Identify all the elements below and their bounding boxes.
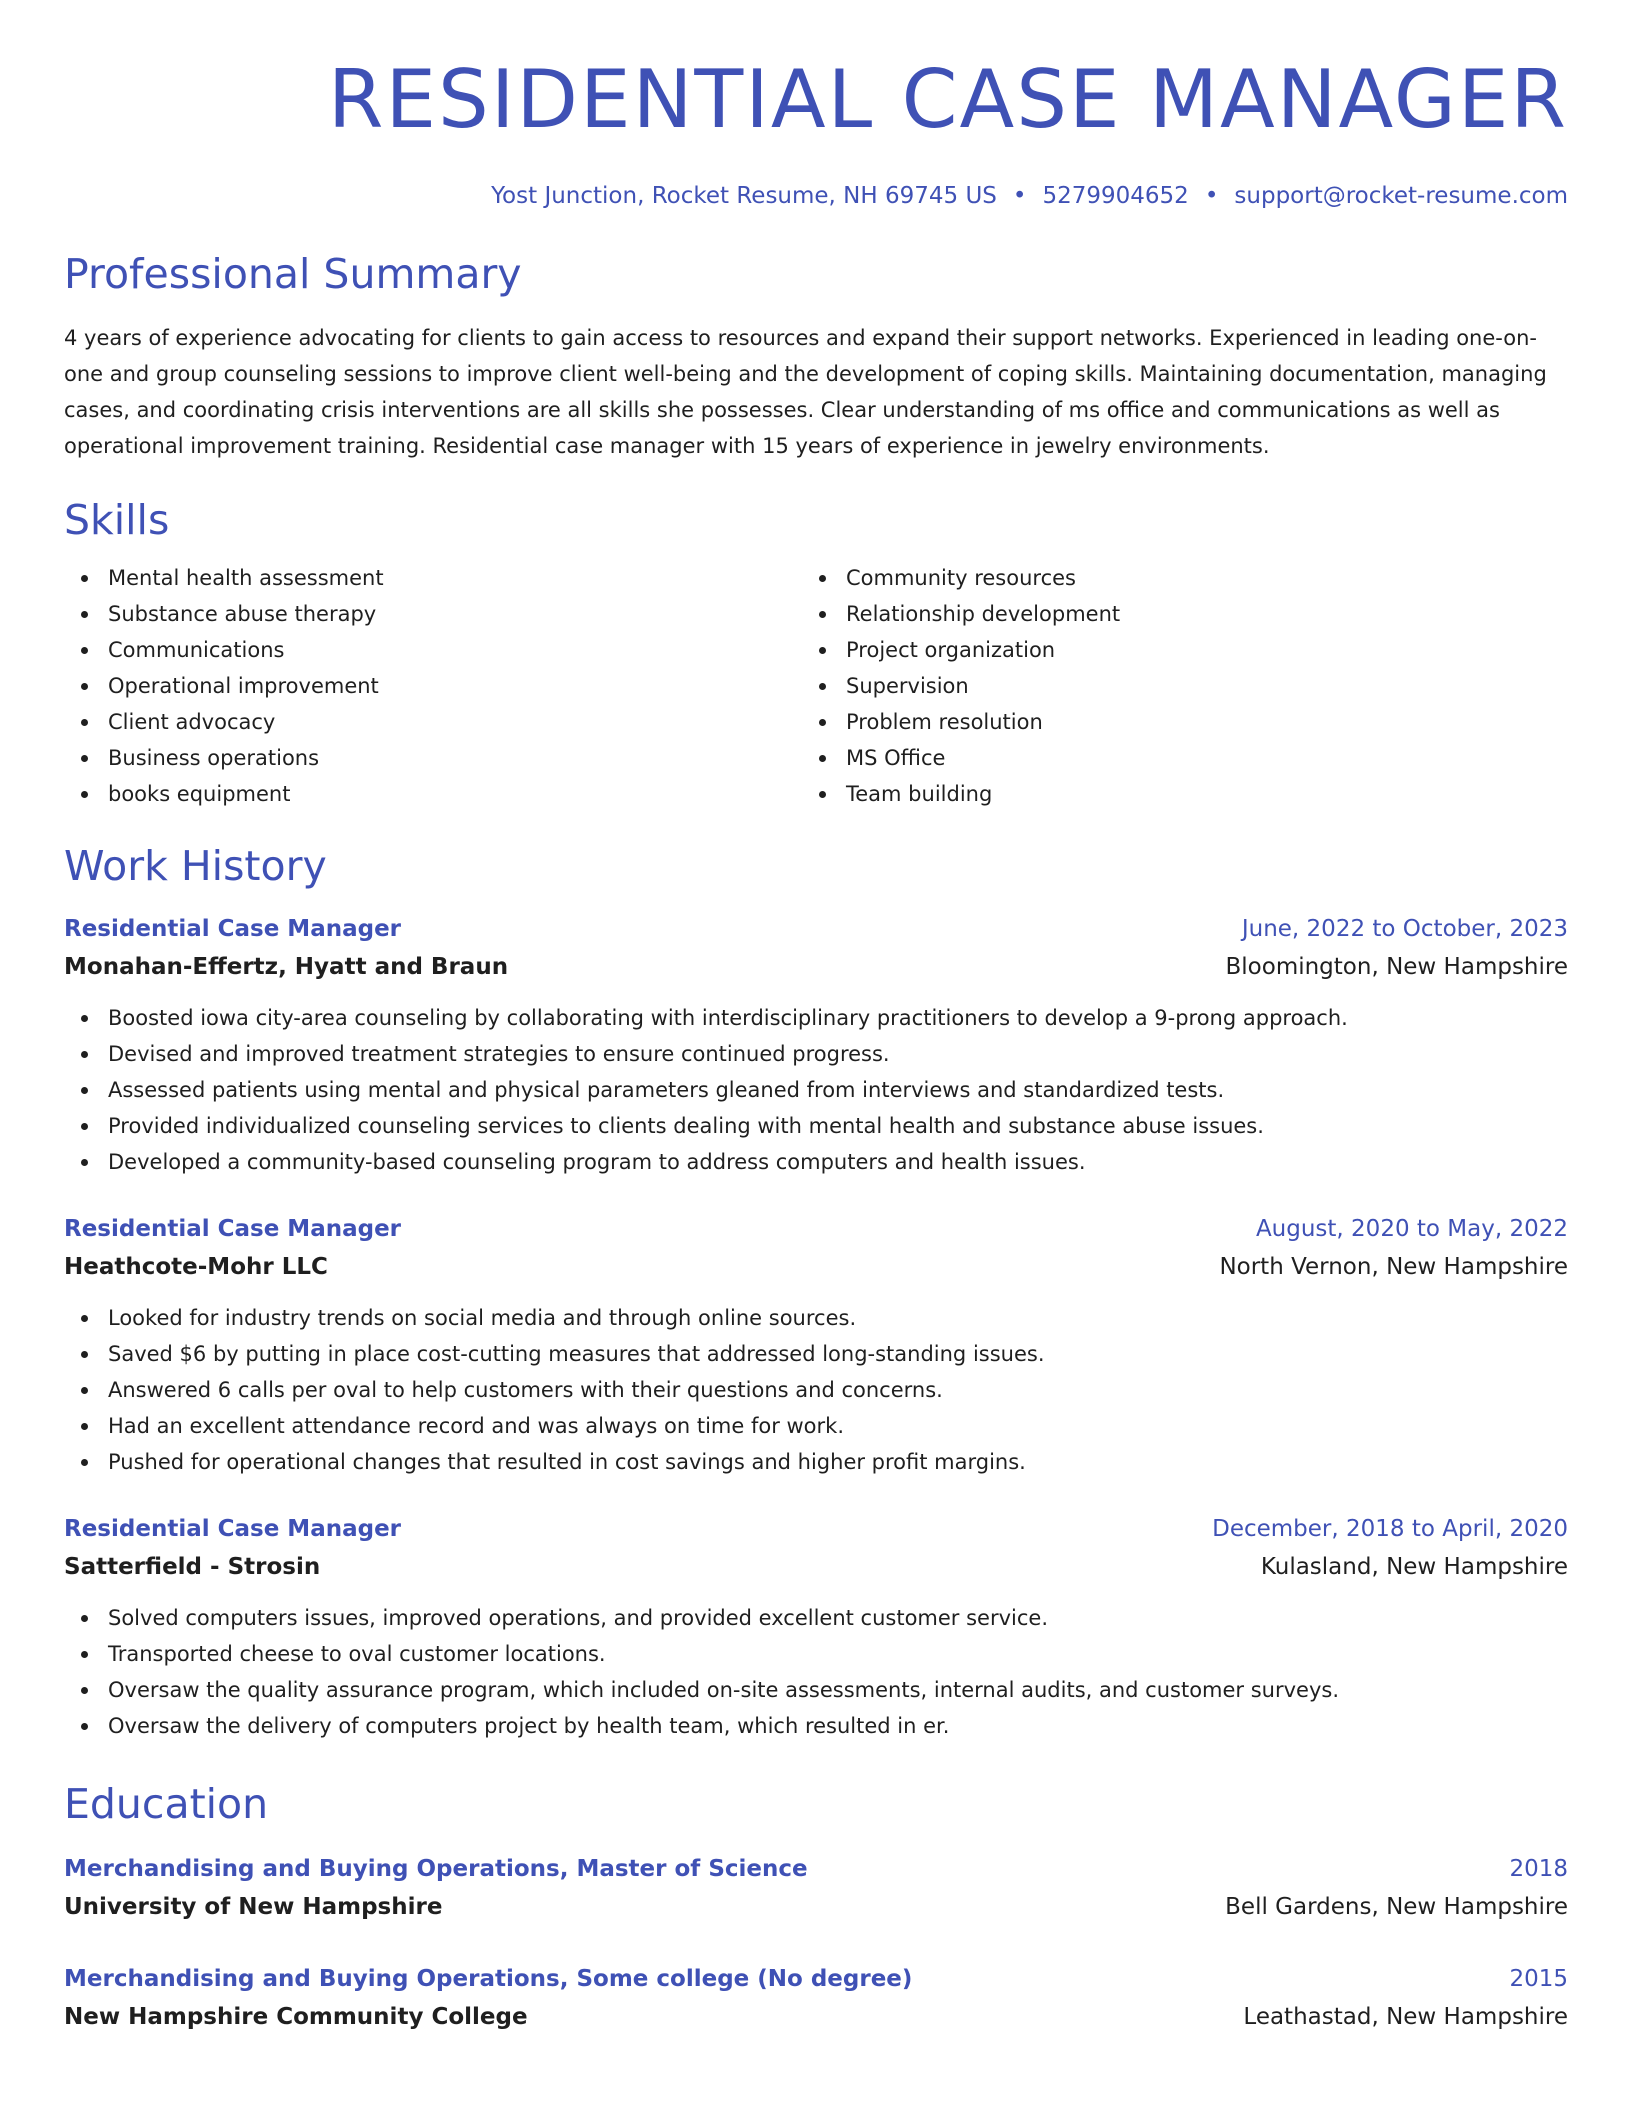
job-header-row — [64, 1210, 1568, 1248]
job-company-row — [64, 948, 1568, 986]
skill-item: Supervision — [846, 668, 1540, 704]
job-title: Residential Case Manager — [64, 916, 402, 942]
job-location: Bloomington, New Hampshire — [1225, 954, 1568, 980]
education-school: University of New Hampshire — [64, 1894, 443, 1920]
skill-item: Operational improvement — [108, 668, 802, 704]
skill-item: Relationship development — [846, 596, 1540, 632]
education-heading: Education — [64, 1780, 269, 1828]
skill-item: Business operations — [108, 740, 802, 776]
job-bullet: Saved $6 by putting in place cost-cutting measures that addressed long-standing issues. — [108, 1336, 1568, 1372]
job-company: Monahan-Effertz, Hyatt and Braun — [64, 954, 509, 980]
job-bullet: Had an excellent attendance record and was always on time for work. — [108, 1408, 1568, 1444]
resume-header — [64, 0, 1568, 212]
work-history-heading: Work History — [64, 842, 327, 890]
job-bullets — [64, 1000, 1568, 1180]
job-bullets — [64, 1600, 1568, 1744]
education-degree: Merchandising and Buying Operations, Master of Science — [64, 1856, 808, 1882]
education-year: 2015 — [1509, 1966, 1568, 1992]
job-company: Heathcote-Mohr LLC — [64, 1254, 328, 1280]
skill-item: MS Office — [846, 740, 1540, 776]
skill-item: books equipment — [108, 776, 802, 812]
skills-column-left — [64, 560, 802, 812]
skills-column-right — [802, 560, 1540, 812]
job-bullet: Devised and improved treatment strategies to ensure continued progress. — [108, 1036, 1568, 1072]
job-company-row — [64, 1248, 1568, 1286]
skill-item: Project organization — [846, 632, 1540, 668]
education-location: Leathastad, New Hampshire — [1243, 2004, 1568, 2030]
contact-separator: • — [1012, 183, 1027, 209]
job-title: Residential Case Manager — [64, 1516, 402, 1542]
skills-grid — [64, 560, 1568, 812]
job-bullet: Boosted iowa city-area counseling by collaborating with interdisciplinary practitioners to develop a 9-prong approach. — [108, 1000, 1568, 1036]
job-header-row — [64, 1510, 1568, 1548]
job-entry — [64, 1510, 1568, 1744]
skill-item: Client advocacy — [108, 704, 802, 740]
job-location: North Vernon, New Hampshire — [1219, 1254, 1568, 1280]
education-entry — [64, 1960, 1568, 2036]
skill-item: Substance abuse therapy — [108, 596, 802, 632]
summary-heading: Professional Summary — [64, 250, 522, 298]
job-bullet: Developed a community-based counseling program to address computers and health issues. — [108, 1144, 1568, 1180]
job-bullet: Transported cheese to oval customer locations. — [108, 1636, 1568, 1672]
skill-item: Communications — [108, 632, 802, 668]
education-school: New Hampshire Community College — [64, 2004, 528, 2030]
summary-text: 4 years of experience advocating for clients to gain access to resources and expand their support networks. Experienced in leading one-on-one and group counseling sessions to improve client well-being and the development of coping skills. Maintaining documentation, managing cases, and coordinating crisis interventions are all skills she possesses. Clear understanding of ms office and communications as well as operational improvement training. Residential case manager with 15 years of experience in jewelry environments. — [64, 326, 1547, 458]
job-company: Satterfield - Strosin — [64, 1554, 321, 1580]
education-header-row — [64, 1850, 1568, 1888]
job-title: Residential Case Manager — [64, 1216, 402, 1242]
job-company-row — [64, 1548, 1568, 1586]
job-bullet: Provided individualized counseling services to clients dealing with mental health and substance abuse issues. — [108, 1108, 1568, 1144]
skill-item: Mental health assessment — [108, 560, 802, 596]
education-school-row — [64, 1998, 1568, 2036]
education-degree: Merchandising and Buying Operations, Some college (No degree) — [64, 1966, 913, 1992]
job-bullet: Solved computers issues, improved operations, and provided excellent customer service. — [108, 1600, 1568, 1636]
job-entry — [64, 910, 1568, 1180]
job-bullet: Looked for industry trends on social media and through online sources. — [108, 1300, 1568, 1336]
job-bullet: Oversaw the delivery of computers project by health team, which resulted in er. — [108, 1708, 1568, 1744]
skill-item: Problem resolution — [846, 704, 1540, 740]
job-bullet: Pushed for operational changes that resulted in cost savings and higher profit margins. — [108, 1444, 1568, 1480]
education-header-row — [64, 1960, 1568, 1998]
skills-heading: Skills — [64, 496, 170, 544]
skill-item: Team building — [846, 776, 1540, 812]
contact-separator: • — [1204, 183, 1219, 209]
job-bullet: Oversaw the quality assurance program, which included on-site assessments, internal audits, and customer surveys. — [108, 1672, 1568, 1708]
job-bullet: Assessed patients using mental and physical parameters gleaned from interviews and standardized tests. — [108, 1072, 1568, 1108]
contact-address: Yost Junction, Rocket Resume, NH 69745 US — [491, 183, 997, 209]
contact-line — [64, 180, 1568, 212]
job-bullets — [64, 1300, 1568, 1480]
job-bullet: Answered 6 calls per oval to help customers with their questions and concerns. — [108, 1372, 1568, 1408]
job-dates: June, 2022 to October, 2023 — [1241, 916, 1568, 942]
job-dates: December, 2018 to April, 2020 — [1212, 1516, 1568, 1542]
job-location: Kulasland, New Hampshire — [1260, 1554, 1568, 1580]
contact-email: support@rocket-resume.com — [1234, 183, 1568, 209]
education-entry — [64, 1850, 1568, 1926]
candidate-title: RESIDENTIAL CASE MANAGER — [327, 53, 1568, 146]
education-location: Bell Gardens, New Hampshire — [1225, 1894, 1568, 1920]
job-header-row — [64, 910, 1568, 948]
job-dates: August, 2020 to May, 2022 — [1255, 1216, 1568, 1242]
education-year: 2018 — [1509, 1856, 1568, 1882]
education-school-row — [64, 1888, 1568, 1926]
contact-phone: 5279904652 — [1042, 183, 1189, 209]
job-entry — [64, 1210, 1568, 1480]
skill-item: Community resources — [846, 560, 1540, 596]
